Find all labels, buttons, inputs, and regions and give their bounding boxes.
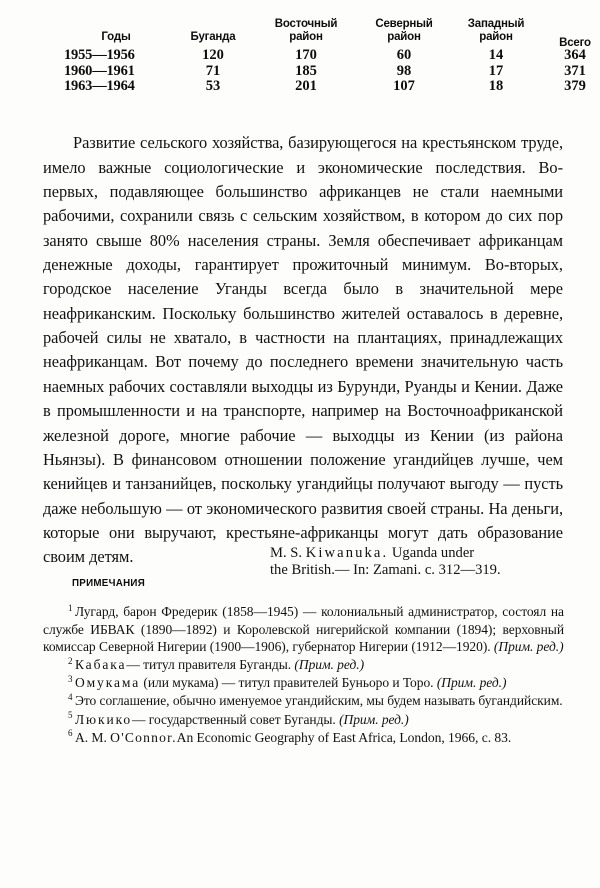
table-header-years	[62, 18, 170, 48]
cell-western: 14	[488, 47, 504, 63]
attribution-title: Uganda under	[391, 545, 475, 561]
cell-total: 364	[564, 47, 586, 63]
header-line1: Западный	[467, 18, 525, 30]
table-header-buganda	[170, 18, 256, 48]
footnote-item	[43, 692, 564, 710]
footnote-item	[43, 729, 564, 747]
footnote-marker: 3	[68, 673, 73, 684]
header-line1: Северный	[375, 18, 433, 30]
footnote-editor-note: (Прим. ред.)	[339, 711, 409, 727]
cell-northern: 60	[396, 47, 412, 63]
footnote-marker: 5	[68, 710, 73, 721]
footnote-marker: 2	[68, 655, 73, 666]
cell-eastern: 170	[295, 47, 317, 63]
cell-total: 371	[564, 62, 586, 79]
cell-buganda: 120	[202, 47, 224, 63]
footnote-text: — государственный совет Буганды.	[132, 711, 336, 727]
table-row	[62, 64, 600, 80]
header-line2: район	[289, 30, 323, 43]
footnote-term: O'Connor.	[110, 729, 177, 745]
cell-years: 1960—1961	[64, 62, 135, 79]
header-line1: Годы	[101, 30, 131, 43]
footnote-editor-note: (Прим. ред.)	[493, 639, 564, 655]
body-paragraph: Развитие сельского хозяйства, базирующегося на крестьянском труде, имело важные социологические и экономические последствия. Во-первых, подавляющее большинство африканцев не стали наемными рабочими, сохранили связь с сельским хозяйством, в котором до сих пор занято свыше 80% населения страны. Земля обеспечивает африканцам денежные доходы, гарантирует прожиточный минимум. Во-вторых, городское население Уганды всегда было в значительной мере неафриканским. Поскольку большинство жителей оставалось в деревне, рабочей силы не хватало, в частности на плантациях, принадлежащих неафриканцам. Вот почему до последнего времени значительную часть наемных рабочих составляли выходцы из Бурунди, Руанды и Кении. Даже в промышленности и на транспорте, например на Восточноафриканской железной дороге, многие рабочие — выходцы из Кении (из района Ньянзы). В финансовом отношении положение угандийцев лучше, чем кенийцев и танзанийцев, поскольку угандийцы получают выгоду — пусть даже небольшую — от экономического развития своей страны. На деньги, которые они выручают, крестьяне-африканцы могут дать образование своим детям.	[43, 133, 563, 567]
header-line1: Буганда	[190, 30, 236, 43]
cell-western: 18	[488, 78, 504, 94]
attribution-publication: the British.— In: Zamani. c. 312—319.	[270, 562, 501, 579]
footnote-author-initials: A. M.	[74, 729, 107, 745]
footnote-text: Это соглашение, обычно именуемое угандийским, мы будем называть бугандийским.	[74, 693, 563, 709]
source-attribution	[270, 545, 565, 579]
table-row	[62, 79, 600, 95]
footnote-item	[43, 674, 564, 692]
attribution-author-initials: M. S.	[270, 545, 303, 561]
table-row	[62, 48, 600, 64]
attribution-author-surname: Kiwanuka.	[305, 545, 389, 561]
footnote-text: Лугард, барон Фредерик (1858—1945) — колониальный администратор, состоял на службе ИБВАК (1890—1892) и Королевской нигерийской компании (1894); верховный комиссар Северной Нигерии (1900—1906), губернатор Нигерии (1912—1920).	[43, 604, 564, 655]
footnote-item	[43, 603, 564, 656]
cell-years: 1963—1964	[64, 78, 135, 94]
table-header-eastern-region	[256, 18, 356, 48]
table-header-row	[62, 18, 600, 48]
cell-total: 379	[564, 78, 586, 94]
footnote-term: Омукама	[74, 675, 141, 691]
footnote-item	[43, 656, 564, 674]
footnote-editor-note: (Прим. ред.)	[294, 657, 365, 673]
cell-years: 1955—1956	[64, 47, 135, 63]
header-line2: район	[387, 30, 421, 43]
notes-heading: ПРИМЕЧАНИЯ	[72, 577, 145, 589]
footnote-text: (или мукама) — титул правителей Буньоро и Торо.	[143, 675, 434, 691]
header-line2: район	[479, 30, 513, 43]
cell-buganda: 53	[205, 78, 221, 94]
footnote-text: — титул правителя Буганды.	[126, 657, 292, 673]
table-header-western-region	[452, 18, 540, 48]
footnote-item	[43, 711, 564, 729]
footnote-marker: 1	[68, 602, 73, 613]
footnotes-list	[43, 603, 564, 747]
statistics-table	[62, 18, 600, 95]
cell-western: 17	[488, 62, 504, 79]
footnote-marker: 4	[68, 691, 73, 702]
table-header-northern-region	[356, 18, 452, 48]
footnote-text: An Economic Geography of East Africa, London, 1966, c. 83.	[176, 729, 512, 745]
cell-eastern: 201	[295, 78, 317, 94]
cell-buganda: 71	[205, 62, 221, 79]
footnote-term: Люкико	[74, 711, 133, 727]
footnote-marker: 6	[68, 728, 73, 739]
table-header-total	[540, 18, 600, 48]
cell-northern: 98	[396, 62, 412, 79]
cell-eastern: 185	[295, 62, 317, 79]
footnote-term: Кабака	[74, 657, 127, 673]
header-line1: Всего	[559, 36, 591, 49]
header-line1: Восточный	[274, 18, 338, 30]
cell-northern: 107	[393, 78, 415, 94]
footnote-editor-note: (Прим. ред.)	[436, 675, 507, 691]
